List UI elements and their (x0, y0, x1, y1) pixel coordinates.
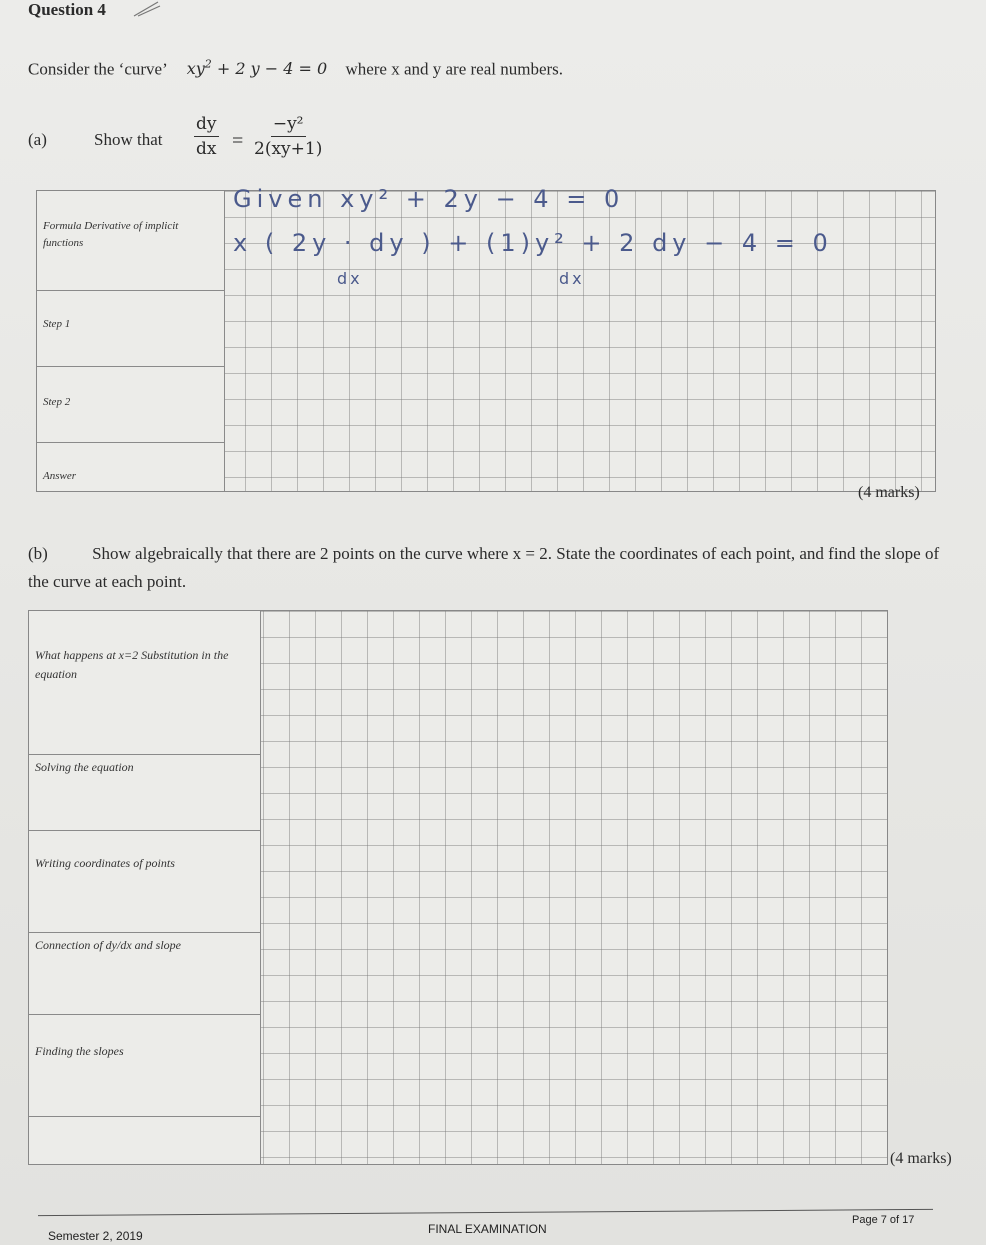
row-label-step-2: Step 2 (37, 391, 224, 443)
row-label-answer: Answer (43, 470, 76, 482)
row-label-formula: Formula Derivative of implicit functions (37, 215, 224, 291)
answer-grid-b[interactable] (28, 610, 888, 1165)
part-b-question (28, 540, 958, 596)
question-intro (28, 58, 563, 79)
question-title: Question 4 (28, 0, 106, 19)
handwriting-line-1: Given xy² + 2y − 4 = 0 (233, 185, 625, 213)
curve-equation: $xy^2 + 2$ y − 4 = 0 (186, 58, 328, 79)
pen-scribble (132, 0, 162, 18)
equals-sign: = (232, 130, 244, 152)
handwriting-denominator-1: dx (337, 269, 363, 288)
footer-semester: Semester 2, 2019 (48, 1229, 143, 1243)
footer-page-number: Page 7 of 17 (852, 1214, 915, 1226)
footer-exam-title: FINAL EXAMINATION (428, 1222, 547, 1236)
row-label-coordinates: Writing coordinates of points (29, 851, 260, 933)
handwriting-line-2: x ( 2y · dy ) + (1)y² + 2 dy − 4 = 0 (233, 229, 833, 257)
row-labels-a (37, 191, 225, 491)
row-label-slopes: Finding the slopes (29, 1039, 260, 1117)
row-label-solving: Solving the equation (29, 755, 260, 831)
intro-prefix: Consider the ‘curve’ (28, 59, 167, 79)
part-b-label: (b) (28, 544, 48, 563)
row-labels-b (29, 611, 261, 1164)
marks-b: (4 marks) (890, 1150, 952, 1167)
row-label-what-happens: What happens at x=2 Substitution in the equation (29, 643, 260, 755)
derivative-fraction: $\frac{dy}{dx}$ (196, 114, 217, 159)
handwriting-denominator-2: dx (559, 269, 585, 288)
answer-grid-a[interactable] (36, 185, 936, 492)
row-label-connection: Connection of dy/dx and slope (29, 933, 260, 1015)
marks-a: (4 marks) (858, 484, 920, 501)
show-that-text: Show that (94, 130, 163, 149)
part-a-label: (a) (28, 130, 47, 149)
result-fraction: $\frac{\text{−y²}}{2(xy+1)}$ (254, 114, 323, 159)
intro-suffix: where x and y are real numbers. (345, 59, 564, 79)
part-b-text: Show algebraically that there are 2 points on the curve where x = 2. State the coordinates of each point, and find the slope of the curve at each point. (28, 544, 940, 591)
row-label-step-1: Step 1 (37, 313, 224, 367)
footer-divider (38, 1209, 933, 1216)
